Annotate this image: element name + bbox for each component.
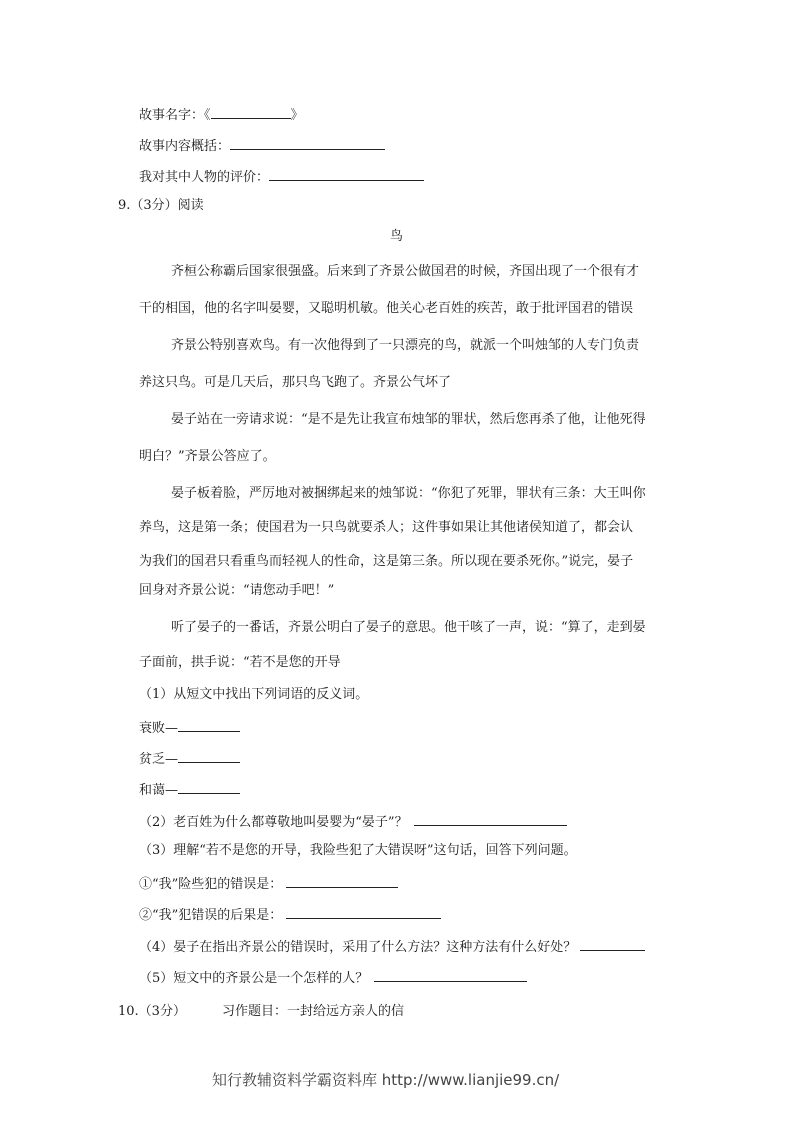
passage-p4-line3: 为我们的国君只看重鸟而轻视人的性命，这是第三条。所以现在要杀死你。”说完，晏子 (139, 554, 634, 569)
subq3-b (139, 904, 441, 925)
subq1: （1）从短文中找出下列词语的反义词。 (139, 687, 369, 702)
subq5 (139, 967, 527, 988)
subq5-text: （5）短文中的齐景公是一个怎样的人？ (139, 971, 369, 986)
q9-heading: 9.（3分）阅读 (118, 198, 204, 213)
passage-p4-line2: 养鸟，这是第一条；使国君为一只鸟就要杀人；这件事如果让其他诸侯知道了，都会认 (139, 520, 634, 535)
passage-p1-line2: 干的相国，他的名字叫晏婴，又聪明机敏。他关心老百姓的疾苦，敢于批评国君的错误 (139, 301, 634, 316)
antonym-2-label: 贫乏— (139, 752, 179, 767)
passage-p1-line1: 齐桓公称霸后国家很强盛。后来到了齐景公做国君的时候，齐国出现了一个很有才 (171, 264, 640, 279)
story-evaluation-label: 我对其中人物的评价： (139, 170, 270, 185)
story-summary-blank[interactable] (230, 135, 385, 150)
subq3-a-text: ①“我”险些犯的错误是： (139, 877, 283, 892)
subq2 (139, 811, 567, 832)
subq5-blank[interactable] (374, 967, 527, 982)
passage-p4-line1: 晏子板着脸，严厉地对被捆绑起来的烛邹说：“你犯了死罪，罪状有三条：大王叫你 (171, 486, 646, 501)
subq3-b-blank[interactable] (286, 904, 441, 919)
passage-p3-line2: 明白？”齐景公答应了。 (139, 449, 276, 464)
passage-p4-line4: 回身对齐景公说：“请您动手吧！” (139, 583, 335, 598)
story-summary-line (139, 135, 385, 156)
story-summary-label: 故事内容概括： (139, 139, 231, 154)
story-name-close: 》 (290, 108, 304, 123)
subq4-text: （4）晏子在指出齐景公的错误时，采用了什么方法？这种方法有什么好处？ (139, 940, 577, 955)
antonym-2 (139, 748, 240, 769)
passage-p2-line2: 养这只鸟。可是几天后，那只鸟飞跑了。齐景公气坏了 (139, 375, 452, 390)
subq3-a-blank[interactable] (286, 873, 398, 888)
passage-p2-line1: 齐景公特别喜欢鸟。有一次他得到了一只漂亮的鸟，就派一个叫烛邹的人专门负责 (171, 338, 640, 353)
antonym-1 (139, 717, 240, 738)
subq4-blank[interactable] (580, 936, 645, 951)
story-name-line (139, 104, 304, 125)
passage-p5-line1: 听了晏子的一番话，齐景公明白了晏子的意思。他干咳了一声，说：“算了，走到晏 (171, 620, 646, 635)
antonym-1-blank[interactable] (178, 717, 240, 732)
story-name-blank[interactable] (211, 104, 291, 119)
subq3-b-text: ②“我”犯错误的后果是： (139, 908, 283, 923)
passage-p3-line1: 晏子站在一旁请求说：“是不是先让我宣布烛邹的罪状，然后您再杀了他，让他死得 (171, 412, 646, 427)
subq2-blank[interactable] (414, 811, 567, 826)
subq3-a (139, 873, 398, 894)
subq4 (139, 936, 645, 957)
antonym-1-label: 衰败— (139, 721, 179, 736)
antonym-3-blank[interactable] (178, 779, 240, 794)
story-name-label: 故事名字：《 (139, 108, 211, 123)
story-evaluation-blank[interactable] (269, 166, 424, 181)
antonym-3-label: 和蔼— (139, 783, 179, 798)
subq2-text: （2）老百姓为什么都尊敬地叫晏婴为“晏子”？ (139, 815, 408, 830)
story-evaluation-line (139, 166, 424, 187)
passage-p5-line2: 子面前，拱手说：“若不是您的开导 (139, 655, 341, 670)
footer-watermark: 知行教辅资料学霸资料库 http://www.lianjie99.cn/ (212, 1071, 560, 1089)
antonym-2-blank[interactable] (178, 748, 240, 763)
q10-heading: 10.（3分） (118, 1004, 186, 1019)
q10-prompt: 习作题目：一封给远方亲人的信 (222, 1004, 405, 1019)
subq3: （3）理解“若不是您的开导，我险些犯了大错误呀”这句话，回答下列问题。 (139, 843, 577, 858)
antonym-3 (139, 779, 240, 800)
passage-title: 鸟 (390, 229, 404, 244)
